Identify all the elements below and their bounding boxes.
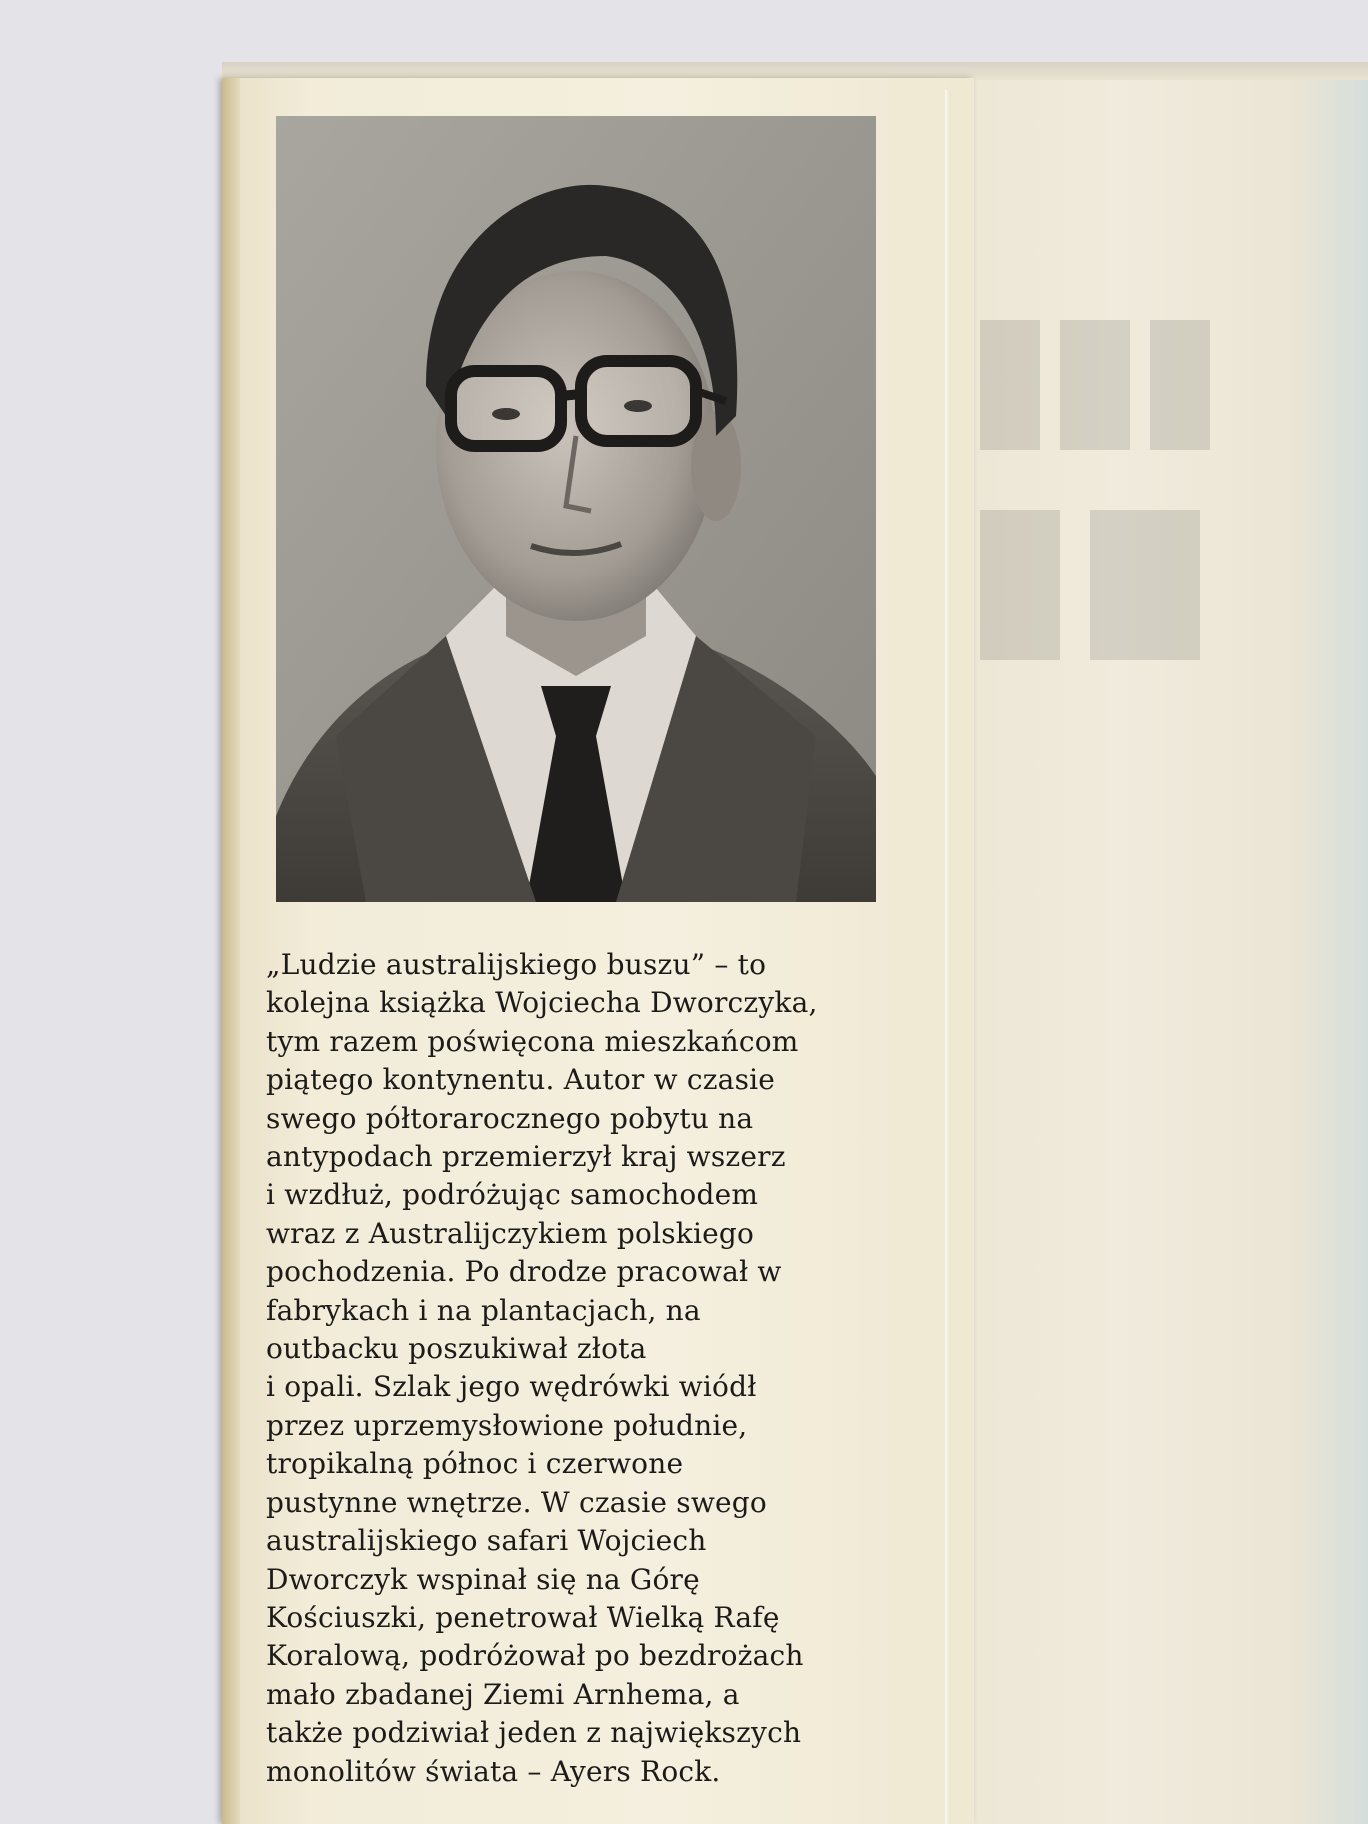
blurb-line: swego półtorarocznego pobytu na <box>266 1101 754 1135</box>
author-blurb-text <box>266 946 946 1791</box>
blurb-line: mało zbadanej Ziemi Arnhema, a <box>266 1677 740 1711</box>
flap-left-edge <box>222 78 240 1824</box>
blurb-line: i wzdłuż, podróżując samochodem <box>266 1178 759 1212</box>
blurb-line: Koralową, podróżował po bezdrożach <box>266 1639 804 1673</box>
blurb-line: pochodzenia. Po drodze pracował w <box>266 1255 782 1289</box>
blurb-line: przez uprzemysłowione południe, <box>266 1408 748 1442</box>
blurb-line: Dworczyk wspinał się na Górę <box>266 1562 700 1596</box>
blurb-line: kolejna książka Wojciecha Dworczyka, <box>266 986 818 1020</box>
blurb-line: pustynne wnętrze. W czasie swego <box>266 1485 767 1519</box>
blurb-line: także podziwiał jeden z największych <box>266 1716 802 1750</box>
blurb-line: australijskiego safari Wojciech <box>266 1524 707 1558</box>
blurb-line: antypodach przemierzył kraj wszerz <box>266 1140 786 1174</box>
author-portrait-photo <box>276 116 876 902</box>
blurb-line: outbacku poszukiwał złota <box>266 1332 647 1366</box>
blurb-line: „Ludzie australijskiego buszu” – to <box>266 948 767 981</box>
blurb-line: piątego kontynentu. Autor w czasie <box>266 1063 776 1097</box>
blurb-line: tropikalną północ i czerwone <box>266 1447 684 1481</box>
bleed-through-title <box>960 300 1220 740</box>
blurb-line: tym razem poświęcona mieszkańcom <box>266 1024 799 1058</box>
blurb-line: fabrykach i na plantacjach, na <box>266 1293 701 1327</box>
blurb-line: i opali. Szlak jego wędrówki wiódł <box>266 1370 757 1404</box>
blurb-line: Kościuszki, penetrował Wielką Rafę <box>266 1600 780 1634</box>
blurb-line: monolitów świata – Ayers Rock. <box>266 1754 721 1788</box>
cover-discoloration <box>1290 80 1368 1824</box>
blurb-line: wraz z Australijczykiem polskiego <box>266 1216 755 1250</box>
